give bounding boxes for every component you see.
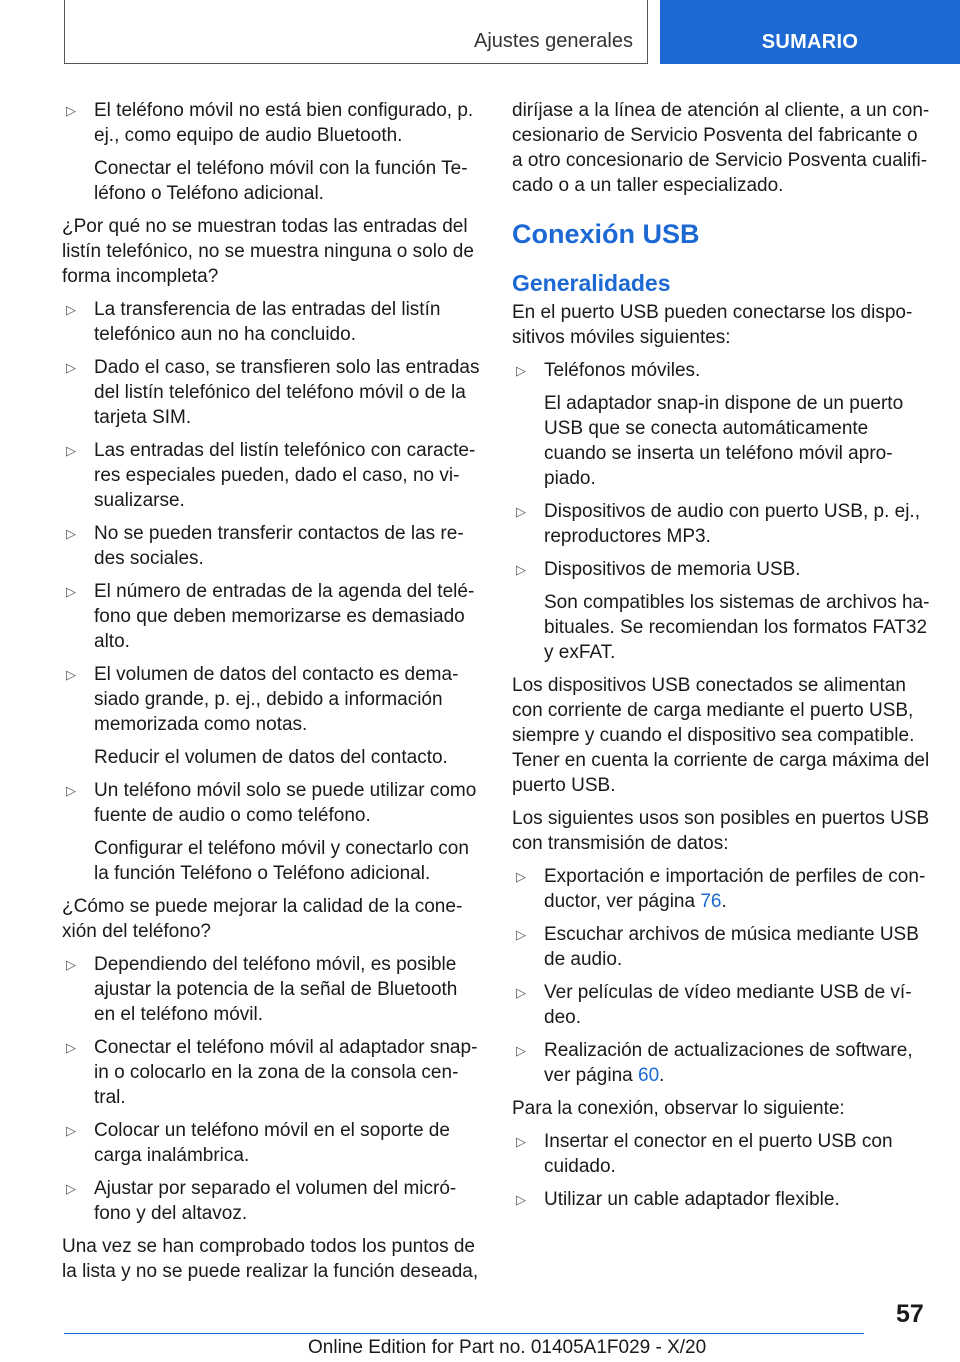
footer-edition: Online Edition for Part no. 01405A1F029 - X/20 bbox=[308, 1337, 707, 1358]
page-link[interactable]: 76 bbox=[700, 891, 722, 912]
question: ¿Cómo se puede mejorar la calidad de la conexión del teléfono? bbox=[62, 896, 463, 942]
bullet-triangle-icon: ▷ bbox=[66, 584, 76, 599]
paragraph: Para la conexión, observar lo siguiente: bbox=[512, 1098, 845, 1119]
bullet-triangle-icon: ▷ bbox=[516, 1134, 526, 1149]
question: ¿Por qué no se muestran todas las entradas del listín telefónico, no se muestra ninguna o solo de forma incompleta? bbox=[62, 216, 474, 287]
list-item: ▷ El teléfono móvil no está bien configurado, p. ej., como equipo de audio Bluetooth. bbox=[66, 100, 474, 146]
paragraph: En el puerto USB pueden conectarse los dispositivos móviles siguientes: bbox=[512, 302, 913, 348]
bullet-triangle-icon: ▷ bbox=[66, 103, 76, 118]
bullet-triangle-icon: ▷ bbox=[516, 504, 526, 519]
summary-button[interactable]: SUMARIO bbox=[660, 0, 960, 64]
bullet-triangle-icon: ▷ bbox=[66, 360, 76, 375]
list-item: ▷ Teléfonos móviles. bbox=[516, 360, 701, 381]
paragraph: Los dispositivos USB conectados se alimentan con corriente de carga mediante el puerto USB, siempre y cuando el dispositivo sea compatible. Tener en cuenta la corriente de carga máxima del puerto USB. bbox=[512, 675, 930, 796]
bullet-triangle-icon: ▷ bbox=[516, 1043, 526, 1058]
bullet-triangle-icon: ▷ bbox=[516, 869, 526, 884]
list-item: ▷ Un teléfono móvil solo se puede utilizar como fuente de audio o como teléfono. bbox=[66, 780, 477, 826]
list-item: ▷ Dependiendo del teléfono móvil, es posible ajustar la potencia de la señal de Bluetooth en el teléfono móvil. bbox=[66, 954, 458, 1025]
bullet-triangle-icon: ▷ bbox=[66, 1040, 76, 1055]
list-item: ▷ Dispositivos de memoria USB. bbox=[516, 559, 801, 580]
list-item: ▷ Escuchar archivos de música mediante USB de audio. bbox=[516, 924, 919, 970]
list-item: ▷ Dispositivos de audio con puerto USB, p. ej., reproductores MP3. bbox=[516, 501, 920, 547]
page-number: 57 bbox=[896, 1300, 924, 1328]
list-item: ▷ Colocar un teléfono móvil en el soporte de carga inalámbrica. bbox=[66, 1120, 450, 1166]
paragraph: Los siguientes usos son posibles en puertos USB con transmisión de datos: bbox=[512, 808, 930, 854]
bullet-triangle-icon: ▷ bbox=[516, 1192, 526, 1207]
page-header bbox=[0, 0, 960, 66]
list-item: ▷ Las entradas del listín telefónico con caracteres especiales pueden, dado el caso, no visualizarse. bbox=[66, 440, 476, 511]
right-column bbox=[512, 98, 932, 1220]
list-item: ▷ No se pueden transferir contactos de las redes sociales. bbox=[66, 523, 464, 569]
list-item: ▷ Utilizar un cable adaptador flexible. bbox=[516, 1189, 840, 1210]
bullet-triangle-icon: ▷ bbox=[66, 1181, 76, 1196]
bullet-triangle-icon: ▷ bbox=[516, 363, 526, 378]
list-item: ▷ La transferencia de las entradas del listín telefónico aun no ha concluido. bbox=[66, 299, 441, 345]
left-column bbox=[62, 98, 480, 1292]
list-item: ▷ Ajustar por separado el volumen del micrófono y del altavoz. bbox=[66, 1178, 457, 1224]
bullet-triangle-icon: ▷ bbox=[516, 985, 526, 1000]
list-item: ▷ Conectar el teléfono móvil al adaptador snap-in o colocarlo en la zona de la consola central. bbox=[66, 1037, 478, 1108]
list-item: ▷ Realización de actualizaciones de software, ver página 60. bbox=[516, 1040, 913, 1086]
bullet-triangle-icon: ▷ bbox=[66, 667, 76, 682]
list-item: ▷ El volumen de datos del contacto es demasiado grande, p. ej., debido a información memorizada como notas. bbox=[66, 664, 459, 735]
list-item: ▷ Exportación e importación de perfiles de conductor, ver página 76. bbox=[516, 866, 926, 912]
bullet-triangle-icon: ▷ bbox=[66, 443, 76, 458]
bullet-triangle-icon: ▷ bbox=[66, 302, 76, 317]
footer-divider bbox=[64, 1333, 864, 1334]
bullet-triangle-icon: ▷ bbox=[66, 526, 76, 541]
list-item: ▷ Insertar el conector en el puerto USB con cuidado. bbox=[516, 1131, 893, 1177]
section-title: Ajustes generales bbox=[474, 30, 633, 52]
list-item: ▷ Dado el caso, se transfieren solo las entradas del listín telefónico del teléfono móvil o de la tarjeta SIM. bbox=[66, 357, 480, 428]
list-item-detail: Configurar el teléfono móvil y conectarlo con la función Teléfono o Teléfono adicional. bbox=[94, 838, 469, 884]
bullet-triangle-icon: ▷ bbox=[516, 927, 526, 942]
page-link[interactable]: 60 bbox=[638, 1065, 660, 1086]
list-item-detail: El adaptador snap-in dispone de un puerto USB que se conecta automáticamente cuando se inserta un teléfono móvil apropiado. bbox=[544, 393, 904, 489]
bullet-triangle-icon: ▷ bbox=[66, 783, 76, 798]
list-item-detail: Son compatibles los sistemas de archivos habituales. Se recomiendan los formatos FAT32 y exFAT. bbox=[544, 592, 930, 663]
list-item-detail: Reducir el volumen de datos del contacto. bbox=[94, 747, 448, 768]
bullet-triangle-icon: ▷ bbox=[66, 957, 76, 972]
list-item: ▷ Ver películas de vídeo mediante USB de vídeo. bbox=[516, 982, 912, 1028]
bullet-triangle-icon: ▷ bbox=[516, 562, 526, 577]
header-title-box bbox=[64, 0, 648, 64]
paragraph: diríjase a la línea de atención al cliente, a un concesionario de Servicio Posventa del fabricante o a otro concesionario de Servicio Posventa cualificado o a un taller especializado. bbox=[512, 100, 930, 196]
section-heading: Conexión USB bbox=[512, 219, 700, 249]
paragraph: Una vez se han comprobado todos los puntos de la lista y no se puede realizar la función deseada, bbox=[62, 1236, 479, 1282]
bullet-triangle-icon: ▷ bbox=[66, 1123, 76, 1138]
list-item-detail: Conectar el teléfono móvil con la función Teléfono o Teléfono adicional. bbox=[94, 158, 468, 204]
subsection-heading: Generalidades bbox=[512, 270, 671, 296]
list-item: ▷ El número de entradas de la agenda del teléfono que deben memorizarse es demasiado alto. bbox=[66, 581, 475, 652]
